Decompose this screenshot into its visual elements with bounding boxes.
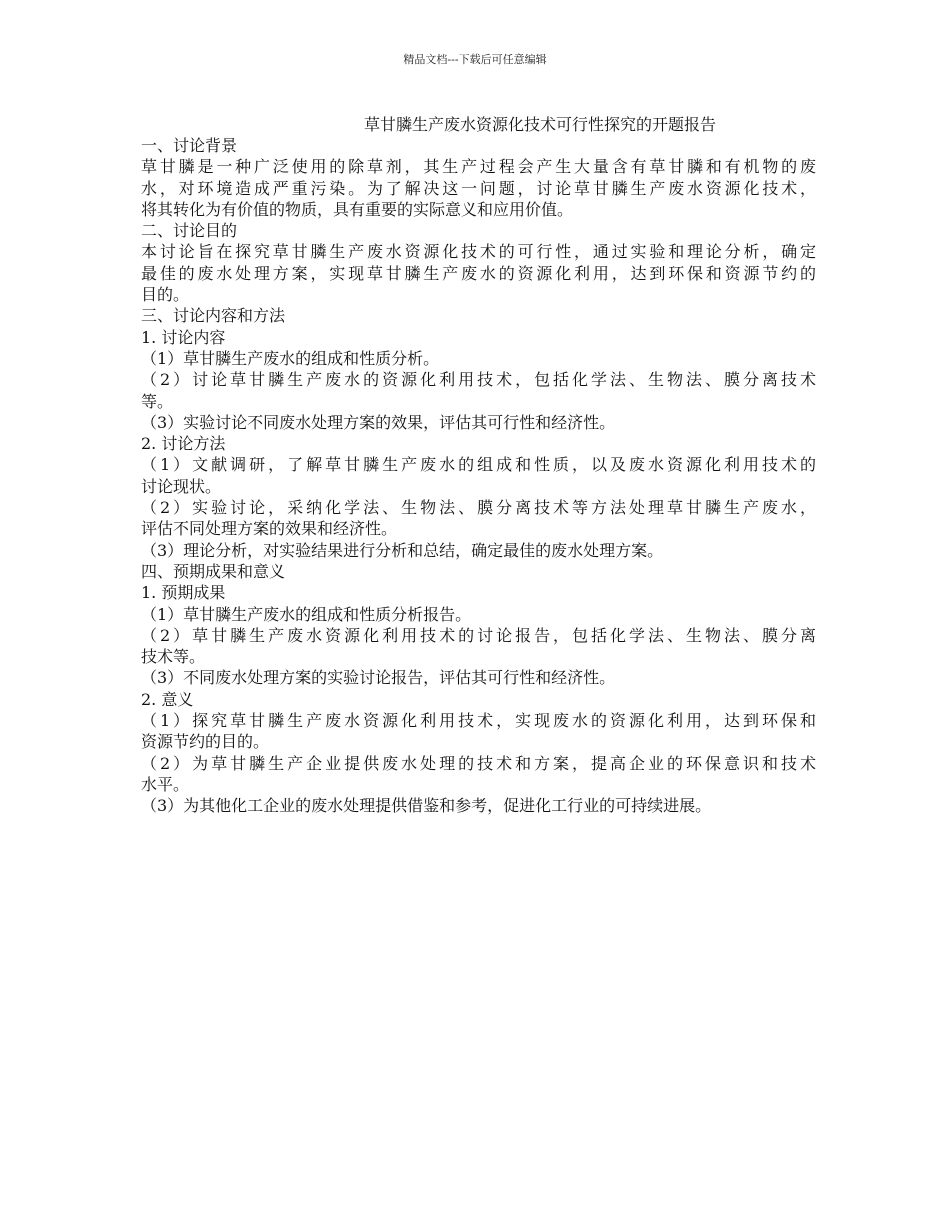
text-line: 1. 讨论内容 bbox=[141, 327, 226, 347]
text-line: （1）草甘膦生产废水的组成和性质分析。 bbox=[141, 348, 440, 368]
text-line: （3）理论分析，对实验结果进行分析和总结，确定最佳的废水处理方案。 bbox=[141, 540, 664, 560]
text-line: 1. 预期成果 bbox=[141, 583, 226, 603]
text-line: （1）文献调研，了解草甘膦生产废水的组成和性质，以及废水资源化利用技术的 bbox=[141, 455, 816, 475]
text-line: 评估不同处理方案的效果和经济性。 bbox=[141, 519, 398, 539]
text-line: 讨论现状。 bbox=[141, 476, 222, 496]
text-line: （3）为其他化工企业的废水处理提供借鉴和参考，促进化工行业的可持续进展。 bbox=[141, 796, 712, 816]
text-line: 三、讨论内容和方法 bbox=[141, 306, 286, 326]
text-line: 将其转化为有价值的物质，具有重要的实际意义和应用价值。 bbox=[141, 199, 574, 219]
text-line: 二、讨论目的 bbox=[141, 221, 238, 241]
text-line: （2）草甘膦生产废水资源化利用技术的讨论报告，包括化学法、生物法、膜分离 bbox=[141, 625, 816, 645]
text-line: 本讨论旨在探究草甘膦生产废水资源化技术的可行性，通过实验和理论分析，确定 bbox=[141, 242, 816, 262]
text-line: （1）草甘膦生产废水的组成和性质分析报告。 bbox=[141, 604, 472, 624]
text-line: 一、讨论背景 bbox=[141, 136, 238, 155]
text-line: 资源节约的目的。 bbox=[141, 732, 270, 752]
text-line: （1）探究草甘膦生产废水资源化利用技术，实现废水的资源化利用，达到环保和 bbox=[141, 711, 816, 731]
text-line: 目的。 bbox=[141, 285, 190, 305]
text-line: （2）讨论草甘膦生产废水的资源化利用技术，包括化学法、生物法、膜分离技术 bbox=[141, 370, 816, 390]
text-line: （2）为草甘膦生产企业提供废水处理的技术和方案，提高企业的环保意识和技术 bbox=[141, 753, 816, 773]
text-line: （3）不同废水处理方案的实验讨论报告，评估其可行性和经济性。 bbox=[141, 668, 616, 688]
text-line: 草甘膦是一种广泛使用的除草剂，其生产过程会产生大量含有草甘膦和有机物的废 bbox=[141, 157, 816, 177]
text-line: 2. 讨论方法 bbox=[141, 434, 226, 454]
text-line: 最佳的废水处理方案，实现草甘膦生产废水的资源化利用，达到环保和资源节约的 bbox=[141, 263, 816, 283]
text-line: 等。 bbox=[141, 391, 174, 411]
text-line: （3）实验讨论不同废水处理方案的效果，评估其可行性和经济性。 bbox=[141, 412, 616, 432]
text-line: 2. 意义 bbox=[141, 689, 194, 709]
text-line: （2）实验讨论，采纳化学法、生物法、膜分离技术等方法处理草甘膦生产废水， bbox=[141, 498, 816, 518]
text-line: 水平。 bbox=[141, 774, 190, 794]
document-body bbox=[141, 135, 816, 817]
text-line: 技术等。 bbox=[141, 647, 206, 667]
text-line: 水，对环境造成严重污染。为了解决这一问题，讨论草甘膦生产废水资源化技术， bbox=[141, 178, 816, 198]
text-line: 四、预期成果和意义 bbox=[141, 561, 286, 581]
page-header: 精品文档---下载后可任意编辑 bbox=[403, 53, 547, 66]
document-title: 草甘膦生产废水资源化技术可行性探究的开题报告 bbox=[364, 115, 717, 134]
